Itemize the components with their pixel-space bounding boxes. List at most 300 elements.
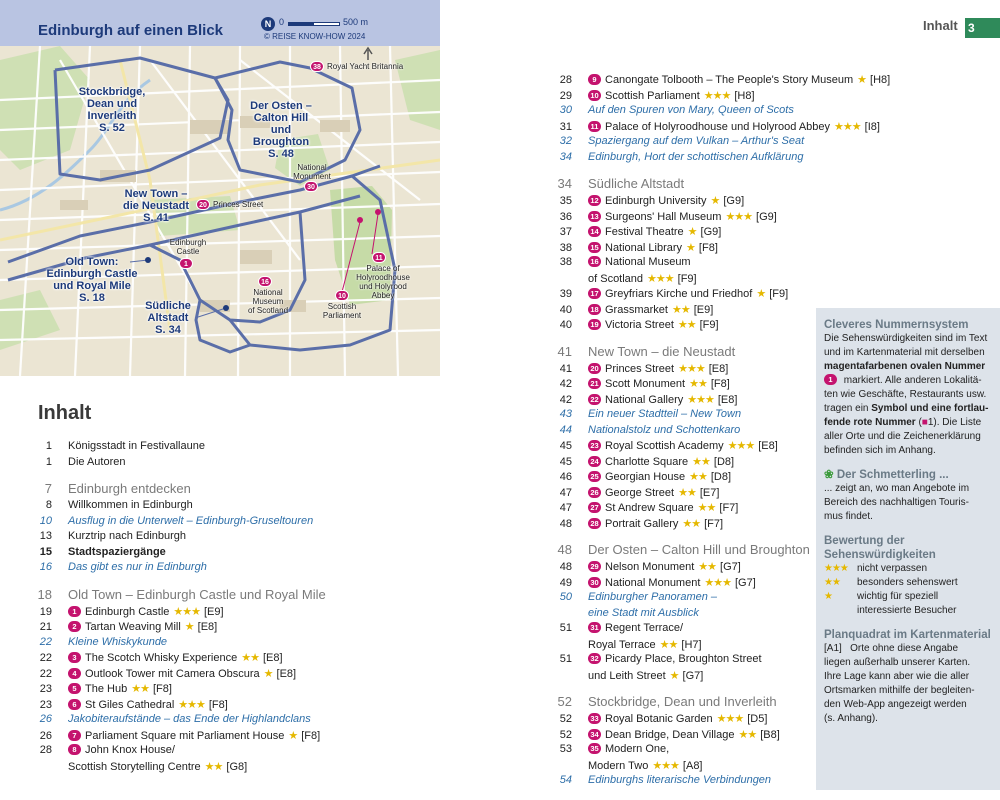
grid-reference: [F8] <box>152 683 172 695</box>
toc-entry <box>556 759 816 775</box>
toc-entry <box>556 576 816 592</box>
sight-number-icon: 28 <box>588 518 601 529</box>
toc-entry-body <box>68 667 296 680</box>
star-rating-icon: ★★★ <box>687 393 714 406</box>
toc-page-number: 45 <box>559 440 572 452</box>
poi-label-princes: Princes Street <box>213 200 264 209</box>
sidebar-text: Ortsmarken mithilfe der begleiten- <box>824 685 975 696</box>
star-rating-icon: ★★★ <box>647 272 674 285</box>
toc-entry <box>556 424 816 440</box>
toc-entry <box>556 393 816 409</box>
scale-bar <box>288 22 340 26</box>
poi-marker-10: 10 <box>335 290 349 301</box>
toc-entry <box>36 499 396 515</box>
sight-number-icon: 23 <box>588 440 601 451</box>
star-rating-icon: ★ <box>756 288 766 300</box>
toc-entry-body <box>68 620 217 633</box>
toc-entry <box>36 651 396 667</box>
star-rating-icon: ★★ <box>692 455 710 468</box>
toc-page-number: 13 <box>39 530 52 542</box>
toc-entry-body <box>68 440 205 452</box>
star-rating-icon: ★★ <box>671 303 690 316</box>
star-rating-icon: ★★ <box>738 728 757 741</box>
poi-label-parliament: Scottish Parliament <box>322 302 362 320</box>
grid-reference: [H8] <box>734 89 755 102</box>
toc-entry-title: Ausflug in die Unterwelt – Edinburgh-Gruseltouren <box>68 514 314 527</box>
rating-row <box>824 604 992 618</box>
star-rating-icon: ★★ <box>689 378 707 390</box>
toc-entry <box>36 546 396 562</box>
poi-marker-30: 30 <box>304 181 318 192</box>
toc-entry-body <box>588 455 734 468</box>
magenta-number-icon: 1 <box>824 374 837 385</box>
toc-entry-body <box>588 622 683 634</box>
sight-number-icon: 31 <box>588 622 601 633</box>
toc-entry <box>556 151 816 167</box>
toc-page-number: 22 <box>39 667 52 680</box>
toc-entry-body <box>68 561 207 573</box>
scale-end: 500 m <box>343 17 369 27</box>
toc-entry-title: Das gibt es nur in Edinburgh <box>68 561 207 573</box>
toc-page-number: 36 <box>559 210 572 223</box>
toc-entry-title: Grassmarket <box>605 303 668 316</box>
toc-entry-title: Outlook Tower mit Camera Obscura <box>85 667 260 680</box>
grid-reference: [I8] <box>864 120 880 133</box>
toc-entry-body <box>588 241 718 254</box>
toc-entry-title: Old Town – Edinburgh Castle und Royal Mile <box>68 586 326 602</box>
toc-entry-title: Ein neuer Stadtteil – New Town <box>588 408 742 420</box>
toc-page-number: 22 <box>39 635 52 648</box>
toc-entry-title: Kurztrip nach Edinburgh <box>68 530 187 542</box>
toc-entry <box>556 501 816 517</box>
sidebar-butterfly <box>824 468 992 524</box>
sight-number-icon: 11 <box>588 121 601 132</box>
grid-reference: [E9] <box>203 605 224 618</box>
toc-entry-title: Edinburgh Castle <box>85 605 170 618</box>
toc-entry-body <box>588 89 755 102</box>
toc-entry-body <box>588 225 721 238</box>
grid-reference: [H7] <box>681 638 702 651</box>
star-rating-icon: ★★★ <box>652 759 679 772</box>
toc-entry-title: Edinburgh entdecken <box>68 481 191 496</box>
toc-page-number: 34 <box>557 176 572 191</box>
grid-reference: [E8] <box>758 440 778 452</box>
toc-page-number: 40 <box>559 303 572 316</box>
toc-entry-title: Nationalstolz und Schottenkaro <box>588 423 741 436</box>
toc-entry-body <box>588 408 741 420</box>
star-rating-icon: ★★★ <box>178 698 205 711</box>
toc-page-number: 37 <box>559 226 572 238</box>
toc-entry-title: Edinburgh, Hort der schottischen Aufklärung <box>588 150 804 163</box>
toc-page-number: 52 <box>559 728 572 741</box>
toc-page-number: 29 <box>559 89 572 102</box>
toc-entry <box>556 225 816 241</box>
toc-page-number: 41 <box>557 343 572 359</box>
grid-reference: [G7] <box>734 576 756 589</box>
poi-label-castle: Edinburgh Castle <box>169 238 207 256</box>
poi-label-museum: National Museum of Scotland <box>247 288 289 315</box>
toc-entry-title: Regent Terrace/ <box>605 622 684 634</box>
toc-entry-body <box>588 151 803 163</box>
toc-entry <box>556 638 816 654</box>
toc-entry-body <box>68 456 125 468</box>
area-label-osten: Der Osten – Calton Hill und Broughton S. 48 <box>250 100 312 160</box>
toc-page-number: 48 <box>559 517 572 530</box>
sight-number-icon: 14 <box>588 226 601 237</box>
star-rating-icon: ★★★ <box>678 362 705 375</box>
toc-entry-title: Parliament Square mit Parliament House <box>85 729 285 742</box>
sidebar-text: tragen ein <box>824 403 872 414</box>
sight-number-icon: 6 <box>68 699 81 710</box>
area-label-suedlich: Südliche Altstadt S. 34 <box>145 300 191 336</box>
star-rating-icon: ★ <box>687 226 697 238</box>
sidebar-text: besonders sehenswert <box>857 577 958 588</box>
toc-page-number: 31 <box>559 120 572 133</box>
sight-number-icon: 21 <box>588 378 601 389</box>
grid-reference: [E7] <box>699 486 720 499</box>
toc-entry-body <box>588 176 684 191</box>
toc-page-number: 50 <box>559 591 572 603</box>
toc-column-1 <box>36 440 396 775</box>
toc-entry <box>556 455 816 471</box>
grid-reference: [D8] <box>713 455 735 468</box>
toc-entry-title: Victoria Street <box>605 319 674 331</box>
toc-page-number: 49 <box>559 576 572 589</box>
toc-page-number: 8 <box>45 499 52 511</box>
toc-entry-body <box>588 638 702 651</box>
sidebar-text: den Web-App angezeigt werden <box>824 699 967 710</box>
grid-reference: [F8] <box>698 241 718 254</box>
toc-entry-body <box>588 318 719 331</box>
toc-page-number: 38 <box>559 256 572 268</box>
toc-page-number: 47 <box>559 502 572 514</box>
toc-page-number: 42 <box>559 378 572 390</box>
north-arrow-icon: N <box>261 17 275 31</box>
toc-entry-body <box>68 546 166 558</box>
toc-page-number: 16 <box>39 561 52 573</box>
toc-entry-title: Georgian House <box>605 471 686 483</box>
sight-number-icon: 8 <box>68 744 81 755</box>
toc-entry <box>556 135 816 151</box>
toc-page-number: 48 <box>557 542 572 557</box>
sidebar-title-text: Der Schmetterling ... <box>836 469 949 481</box>
toc-entry <box>556 287 816 303</box>
toc-page-number: 32 <box>559 135 572 147</box>
lock-icon: ■ <box>921 417 928 428</box>
toc-entry-body <box>588 104 794 116</box>
sidebar-text: und im Kartenmaterial mit derselben <box>824 347 985 358</box>
toc-entry <box>556 470 816 486</box>
toc-entry <box>556 241 816 257</box>
toc-entry-title: Dean Bridge, Dean Village <box>605 728 735 741</box>
toc-entry-title: St Andrew Square <box>605 502 694 514</box>
toc-entry-title: George Street <box>605 486 675 499</box>
toc-entry <box>36 744 396 760</box>
toc-entry-title: Princes Street <box>605 362 675 375</box>
sidebar-text: befinden sich im Anhang. <box>824 445 936 456</box>
sidebar-text: mus findet. <box>824 511 873 522</box>
toc-entry <box>556 439 816 455</box>
toc-entry <box>36 682 396 698</box>
star-rating-icon: ★★★ <box>704 576 731 589</box>
toc-page-number: 34 <box>559 150 572 163</box>
sight-number-icon: 5 <box>68 683 81 694</box>
toc-page-number: 15 <box>39 545 52 558</box>
sidebar-title: Bewertung der <box>824 535 905 547</box>
toc-entry <box>556 653 816 669</box>
toc-entry <box>556 712 816 728</box>
toc-entry-title: Stockbridge, Dean und Inverleith <box>588 694 777 709</box>
toc-page-number: 39 <box>559 288 572 300</box>
toc-page-number: 1 <box>45 440 52 452</box>
sidebar-text: wichtig für speziell <box>857 591 939 602</box>
sight-number-icon: 33 <box>588 713 601 724</box>
sight-number-icon: 9 <box>588 74 601 85</box>
toc-page-number: 1 <box>45 455 52 468</box>
toc-section <box>36 583 396 605</box>
toc-entry-body <box>588 486 719 499</box>
toc-entry-body <box>68 729 320 742</box>
toc-entry-body <box>588 607 699 619</box>
toc-entry-body <box>588 393 737 406</box>
toc-entry-title: Modern One, <box>605 743 670 755</box>
toc-entry-body <box>588 470 731 483</box>
toc-entry-body <box>68 636 167 648</box>
toc-entry-title: Picardy Place, Broughton Street <box>605 653 762 665</box>
sight-number-icon: 35 <box>588 743 601 754</box>
toc-entry-body <box>68 587 326 602</box>
sidebar-text: Ihre Lage kann aber wie die aller <box>824 671 970 682</box>
sight-number-icon: 29 <box>588 561 601 572</box>
sight-number-icon: 16 <box>588 256 601 267</box>
star-icon: ★★★ <box>824 563 848 574</box>
toc-entry-body <box>68 698 228 711</box>
toc-entry-title: Der Osten – Calton Hill und Broughton <box>588 542 810 557</box>
poi-marker-38: 38 <box>310 61 324 72</box>
toc-entry <box>36 515 396 531</box>
toc-entry-title: Scott Monument <box>605 378 686 390</box>
toc-entry-body <box>588 743 669 755</box>
grid-reference: [B8] <box>760 728 780 741</box>
toc-entry-title: New Town – die Neustadt <box>588 343 736 359</box>
sight-number-icon: 27 <box>588 502 601 513</box>
toc-entry-body <box>588 256 691 268</box>
toc-entry-body <box>588 272 697 285</box>
toc-page-number: 18 <box>37 586 52 602</box>
toc-entry-body <box>588 542 810 557</box>
toc-page-number: 52 <box>557 694 572 709</box>
map-copyright: © REISE KNOW-HOW 2024 <box>264 32 366 41</box>
grid-reference: [F9] <box>699 319 719 331</box>
toc-entry-body <box>588 560 741 573</box>
toc-section <box>556 538 816 560</box>
star-icon: ★★ <box>824 577 840 588</box>
toc-entry-title: Canongate Tolbooth – The People's Story Museum <box>605 74 854 86</box>
toc-entry-title: The Scotch Whisky Experience <box>85 652 238 664</box>
toc-entry-body <box>588 210 777 223</box>
toc-entry <box>556 591 816 607</box>
sight-number-icon: 12 <box>588 195 601 206</box>
toc-entry-body <box>588 287 788 300</box>
star-rating-icon: ★★ <box>659 638 678 651</box>
grid-reference: [F7] <box>719 502 739 514</box>
toc-page-number: 35 <box>559 195 572 207</box>
toc-section <box>556 690 816 712</box>
toc-entry-title: Scottish Storytelling Centre <box>68 760 201 773</box>
toc-entry-body <box>68 744 175 756</box>
toc-entry-title: Royal Botanic Garden <box>605 713 713 725</box>
toc-entry <box>36 713 396 729</box>
toc-entry <box>556 669 816 685</box>
sight-number-icon: 22 <box>588 394 601 405</box>
star-rating-icon: ★ <box>263 667 273 680</box>
toc-entry-title: Königsstadt in Festivallaune <box>68 440 205 452</box>
toc-entry-title: eine Stadt mit Ausblick <box>588 606 699 619</box>
toc-entry <box>556 408 816 424</box>
map-title: Edinburgh auf einen Blick <box>38 22 224 39</box>
toc-entry-title: Palace of Holyroodhouse und Holyrood Abbey <box>605 120 831 133</box>
sidebar-text: nicht verpassen <box>857 563 928 574</box>
toc-entry-body <box>588 669 703 682</box>
grid-reference: [F8] <box>301 729 321 742</box>
toc-page-number: 30 <box>559 104 572 116</box>
star-rating-icon: ★ <box>686 241 695 254</box>
star-rating-icon: ★★ <box>678 486 696 499</box>
rating-row <box>824 590 992 604</box>
toc-entry-body <box>68 515 313 527</box>
toc-page-number: 54 <box>559 774 572 786</box>
sidebar-title: Cleveres Nummernsystem <box>824 319 969 331</box>
sidebar-title: Planquadrat im Kartenmaterial <box>824 629 991 641</box>
sidebar-text: ten wie Geschäfte, Restaurants usw. <box>824 389 987 400</box>
toc-entry-body <box>588 303 713 316</box>
running-header: Inhalt <box>923 18 958 33</box>
poi-marker-20: 20 <box>196 199 210 210</box>
toc-entry-title: of Scotland <box>588 272 644 285</box>
toc-section <box>36 477 396 499</box>
sight-number-icon: 34 <box>588 729 601 740</box>
sight-number-icon: 19 <box>588 319 601 330</box>
sidebar-text: fende rote Nummer <box>824 417 916 428</box>
toc-entry-title: Charlotte Square <box>605 455 689 468</box>
sight-number-icon: 13 <box>588 211 601 222</box>
star-rating-icon: ★★ <box>677 319 696 331</box>
toc-entry-title: Greyfriars Kirche und Friedhof <box>605 288 753 300</box>
toc-entry-body <box>588 501 738 514</box>
toc-page-number: 28 <box>39 744 52 756</box>
star-rating-icon: ★ <box>669 669 679 682</box>
toc-entry-title: Stadtspaziergänge <box>68 545 166 558</box>
toc-entry-body <box>588 377 730 390</box>
butterfly-icon: ❀ <box>824 469 834 481</box>
sidebar-text: (s. Anhang). <box>824 713 878 724</box>
toc-entry-body <box>68 499 193 511</box>
toc-entry-title: Royal Scottish Academy <box>605 440 724 452</box>
star-rating-icon: ★★ <box>697 502 716 514</box>
star-rating-icon: ★★★ <box>173 605 200 618</box>
toc-page-number: 19 <box>39 605 52 618</box>
grid-reference: [D8] <box>710 471 732 483</box>
star-rating-icon: ★ <box>710 195 720 207</box>
toc-page-number: 22 <box>39 652 52 664</box>
page-number: 3 <box>965 18 1000 38</box>
toc-heading: Inhalt <box>38 402 92 424</box>
sight-number-icon: 7 <box>68 730 81 741</box>
sight-number-icon: 17 <box>588 288 601 299</box>
toc-entry-body <box>588 728 780 741</box>
sidebar-text <box>824 416 992 430</box>
toc-page-number: 51 <box>559 653 572 665</box>
toc-entry <box>556 728 816 744</box>
grid-reference: [G8] <box>226 760 248 773</box>
grid-reference: [E9] <box>693 303 714 316</box>
toc-entry <box>556 607 816 623</box>
sidebar-text: ( <box>915 417 922 428</box>
toc-entry <box>556 73 891 89</box>
star-rating-icon: ★★★ <box>703 89 731 102</box>
grid-reference: [E8] <box>717 393 738 406</box>
toc-entry-title: Surgeons' Hall Museum <box>605 210 722 223</box>
rating-row <box>824 576 992 590</box>
toc-entry-title: Edinburgher Panoramen – <box>588 591 718 603</box>
toc-entry <box>556 89 816 105</box>
toc-entry <box>556 622 816 638</box>
grid-reference: [G9] <box>723 195 745 207</box>
sight-number-icon: 1 <box>68 606 81 617</box>
toc-entry-title: Willkommen in Edinburgh <box>68 499 193 511</box>
sidebar-text: Die Sehenswürdigkeiten sind im Text <box>824 333 988 344</box>
toc-page-number: 42 <box>559 393 572 406</box>
toc-page-number: 53 <box>559 743 572 755</box>
toc-entry <box>556 560 816 576</box>
toc-entry-title: Modern Two <box>588 759 649 772</box>
toc-page-number: 7 <box>44 481 52 496</box>
sidebar-text: liegen außerhalb unserer Karten. <box>824 657 971 668</box>
star-rating-icon: ★★ <box>689 471 707 483</box>
toc-entry-body <box>588 73 890 86</box>
star-rating-icon: ★ <box>184 621 194 633</box>
grid-reference: [E8] <box>708 362 729 375</box>
toc-page-number: 23 <box>39 683 52 695</box>
toc-section <box>556 340 816 362</box>
grid-reference: [E8] <box>276 667 297 680</box>
toc-entry-body <box>588 653 762 665</box>
toc-entry-body <box>68 760 247 773</box>
toc-entry <box>36 620 396 636</box>
toc-entry <box>556 318 816 334</box>
toc-entry-body <box>588 424 740 436</box>
poi-label-monument: National Monument <box>293 163 331 181</box>
toc-entry-body <box>588 120 880 133</box>
toc-entry <box>556 210 816 226</box>
toc-entry <box>36 530 396 546</box>
toc-entry <box>36 605 396 621</box>
sidebar-title: Sehenswürdigkeiten <box>824 549 936 561</box>
sight-number-icon: 10 <box>588 90 601 101</box>
toc-entry <box>556 774 816 790</box>
toc-entry-title: Die Autoren <box>68 455 126 468</box>
sidebar-text: 1). Die Liste <box>927 417 982 428</box>
toc-entry-title: National Museum <box>605 256 691 268</box>
sidebar-text: Symbol und eine fortlau- <box>871 403 989 414</box>
sidebar-text: aller Orte und die Zeichenerklärung <box>824 431 981 442</box>
toc-entry-title: St Giles Cathedral <box>85 698 175 711</box>
star-rating-icon: ★ <box>857 74 867 86</box>
sidebar-rating <box>824 534 992 618</box>
toc-entry-body <box>68 530 186 542</box>
toc-entry <box>36 456 396 472</box>
sidebar-numbering-system <box>824 318 992 458</box>
